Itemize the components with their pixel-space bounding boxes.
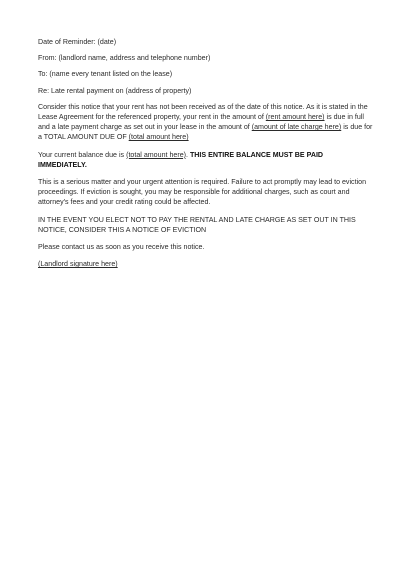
serious-matter-paragraph: This is a serious matter and your urgent attention is required. Failure to act promptly may lead to eviction proceedings. If eviction is sought, you may be responsible for additional charges, such as court and attorney's fees and your credit rating could be affected. [38,178,367,207]
notice-text-2: is due in full and a late payment charge as set out in your lease in the amount of [38,113,364,132]
total-amount-placeholder: (total amount here) [128,133,189,142]
notice-paragraph [38,102,373,143]
balance-prefix: Your current balance due is [38,150,127,159]
late-charge-placeholder: (amount of late charge here) [251,123,342,132]
to-line: To: (name every tenant listed on the lease) [38,70,173,79]
balance-separator: . [186,150,190,159]
balance-emphasis: THIS ENTIRE BALANCE MUST BE PAID IMMEDIATELY. [38,150,324,169]
date-of-reminder-line: Date of Reminder: (date) [38,38,117,46]
landlord-signature-placeholder: (Landlord signature here) [38,260,118,269]
contact-line: Please contact us as soon as you receive this notice. [38,243,205,252]
rent-amount-placeholder: (rent amount here) [265,113,325,122]
notice-text-3: is due for a TOTAL AMOUNT DUE OF [38,123,373,142]
notice-text-1: Consider this notice that your rent has not been received as of the date of this notice. As it is stated in the Lease Agreement for the referenced property, your rent in the amount of [38,102,368,122]
re-line: Re: Late rental payment on (address of property) [38,86,192,95]
from-line: From: (landlord name, address and telephone number) [38,54,211,63]
balance-amount-placeholder: (total amount here) [126,150,187,159]
eviction-notice-paragraph: IN THE EVENT YOU ELECT NOT TO PAY THE RENTAL AND LATE CHARGE AS SET OUT IN THIS NOTICE, CONSIDER THIS A NOTICE OF EVICTION [38,215,356,234]
balance-paragraph [38,150,373,170]
